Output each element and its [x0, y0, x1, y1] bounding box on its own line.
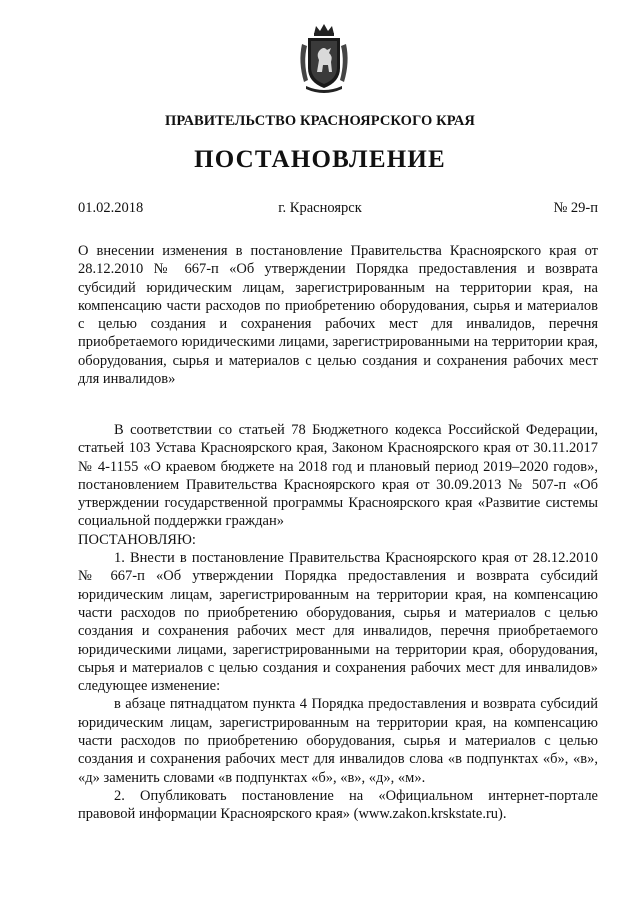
item-2-paragraph: 2. Опубликовать постановление на «Официальном интернет-портале правовой информации Красноярского края» (www.zakon.krskstate.ru). [78, 787, 598, 823]
document-subject [78, 242, 598, 388]
document-city: г. Красноярск [278, 200, 362, 216]
subject-paragraph: О внесении изменения в постановление Правительства Красноярского края от 28.12.2010 № 667-п «Об утверждении Порядка предоставления и возврата субсидий юридическим лицам, зарегистрированным на территории края, на компенсацию части расходов по приобретению оборудования, сырья и материалов с целью создания и сохранения рабочих мест для инвалидов, перечня приобретаемого юридическими лицами, зарегистрированными на территории края, оборудования, сырья и материалов с целью создания и сохранения рабочих мест для инвалидов» [78, 243, 598, 388]
document-number: № 29-п [553, 200, 598, 216]
document-body [78, 421, 598, 824]
item-1-change-paragraph: в абзаце пятнадцатом пункта 4 Порядка предоставления и возврата субсидий юридическим лицам, зарегистрированным на территории края, на компенсацию части расходов по приобретению оборудования, сырья и материалов с целью создания и сохранения рабочих мест для инвалидов слова «в подпунктах «б», «в», «д» заменить словами «в подпунктах «б», «в», «д», «м». [78, 696, 598, 786]
preamble-paragraph: В соответствии со статьей 78 Бюджетного кодекса Российской Федерации, статьей 103 Устава Красноярского края, Законом Красноярского края от 30.11.2017 № 4-1155 «О краевом бюджете на 2018 год и плановый период 2019–2020 годов», постановлением Правительства Красноярского края от 30.09.2013 № 507-п «Об утверждении государственной программы Красноярского края «Развитие системы социальной поддержки граждан» [78, 422, 598, 530]
decree-word: ПОСТАНОВЛЯЮ: [78, 531, 196, 548]
item-1-paragraph: 1. Внести в постановление Правительства Красноярского края от 28.12.2010 № 667-п «Об утверждении Порядка предоставления и возврата субсидий юридическим лицам, зарегистрированным на территории края, на компенсацию части расходов по приобретению оборудования, сырья и материалов с целью создания и сохранения рабочих мест для инвалидов, перечня приобретаемого юридическими лицами, зарегистрированными на территории края, оборудования, сырья и материалов с целью создания и сохранения рабочих мест для инвалидов» следующее изменение: [78, 550, 598, 695]
krasnoyarsk-coat-of-arms-icon [296, 22, 352, 94]
document-date: 01.02.2018 [78, 200, 144, 216]
document-type-title: ПОСТАНОВЛЕНИЕ [194, 146, 446, 173]
government-title: ПРАВИТЕЛЬСТВО КРАСНОЯРСКОГО КРАЯ [164, 113, 475, 129]
